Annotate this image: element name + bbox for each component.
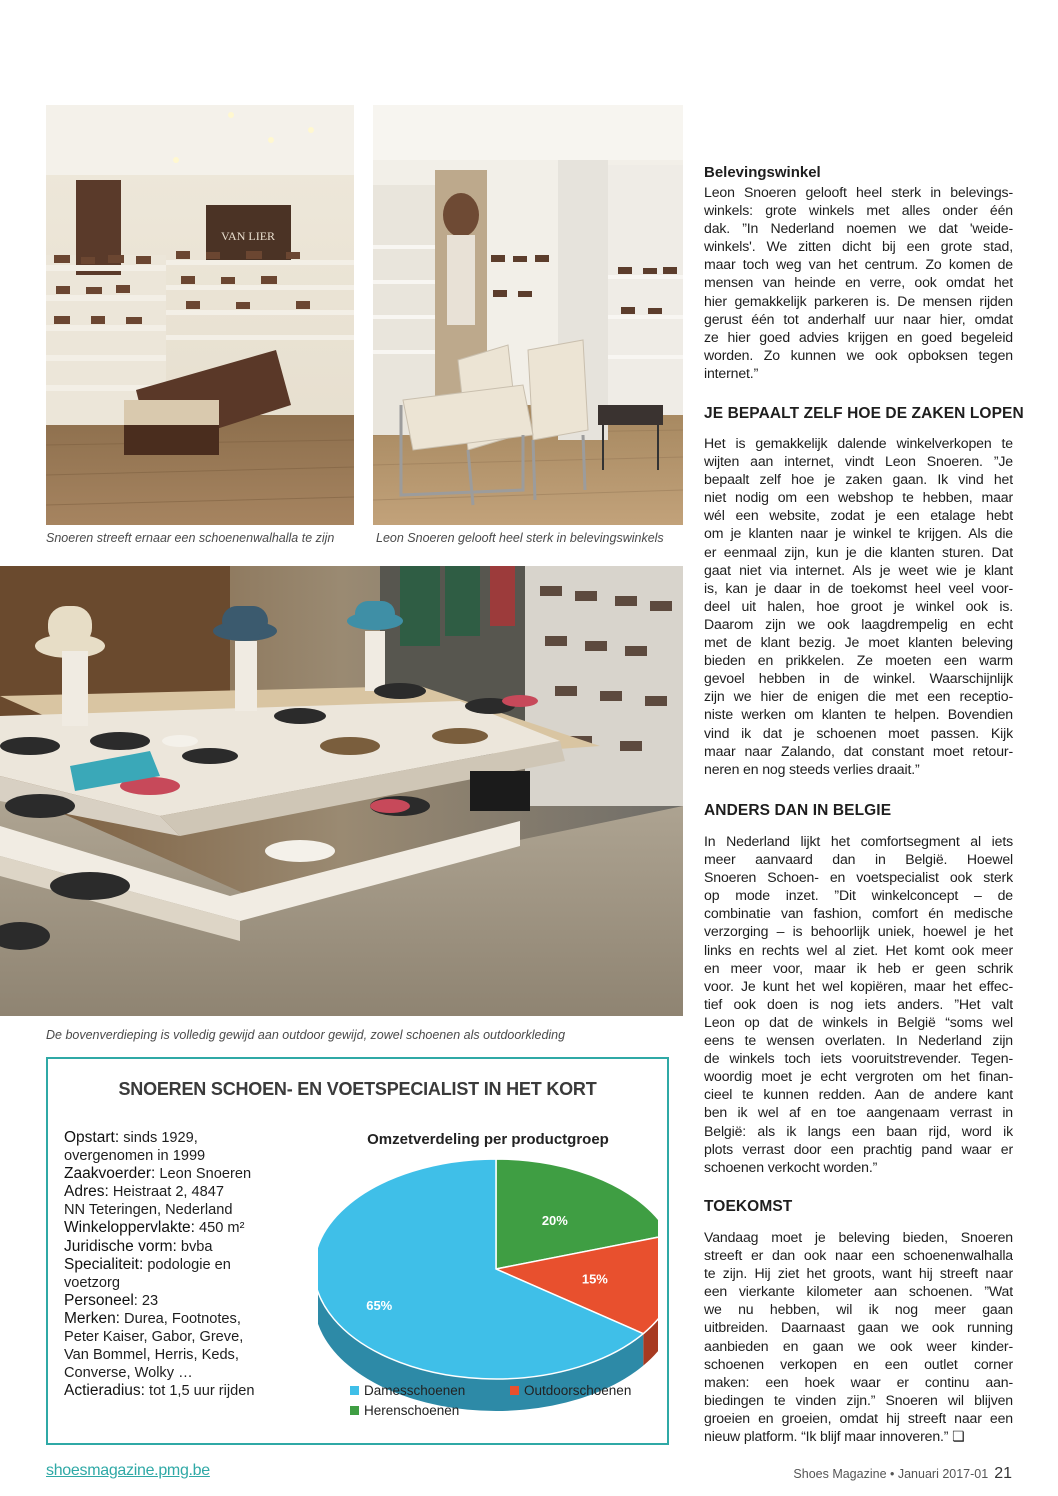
article-line: eens te wensen overlaten. In Nederland zijn (704, 1032, 1013, 1049)
fact-label: Zaakvoerder: (64, 1165, 156, 1183)
fact-value: Van Bommel, Herris, Keds, (64, 1347, 239, 1364)
article-line: deel uit halen, hoe groot je winkel ook is. (704, 597, 1013, 614)
footer-issue (793, 1465, 1012, 1483)
article-line: er eenmaal zijn, kun je die klanten sturen. Dat (704, 543, 1013, 560)
paragraph-toekomst (704, 1228, 1013, 1445)
paragraph-anders-dan-in-belgie (704, 832, 1013, 1176)
fact-label: Opstart: (64, 1129, 120, 1146)
fact-value: Durea, Footnotes, (120, 1310, 241, 1327)
fact-row (64, 1238, 269, 1256)
fact-label: Actieradius: (64, 1382, 145, 1400)
chart-title: Omzetverdeling per productgroep (367, 1131, 609, 1148)
article-line: zijn we hier de enigen die met een receptio- (704, 688, 1013, 705)
article-line: winkels: grote winkels met alles onder één (704, 202, 1013, 219)
article-line: voor. Je kunt het wel kopiëren, maar het effec- (704, 977, 1013, 994)
fact-value: : 23 (133, 1292, 159, 1309)
article-line: plots verrast door een prachtig pand waar er (704, 1140, 1013, 1157)
article-line: gerust één tot anderhalf uur naar hier, omdat (704, 310, 1013, 327)
article-line: met de klant bezig. Je moet klanten beleving (704, 634, 1013, 651)
fact-row (64, 1328, 269, 1346)
pie-data-label: 20% (541, 1213, 568, 1229)
article-line: maken: een hoek waar er continu aan- (704, 1373, 1013, 1390)
fact-label: Personeel (64, 1291, 134, 1309)
fact-value: Peter Kaiser, Gabor, Greve, (64, 1329, 244, 1346)
factbox-title: SNOEREN SCHOEN- EN VOETSPECIALIST IN HET KORT (118, 1079, 597, 1099)
fact-value: Heistraat 2, 4847 (108, 1184, 225, 1201)
fact-row (64, 1147, 269, 1165)
article-line: we nu hebben, wil ik nog meer gaan (704, 1301, 1013, 1318)
article-line: meer aanvaard dan in België. Hoewel (704, 851, 1013, 868)
article-line: internet.” (704, 364, 759, 381)
article-line: links en rechts wel al ziet. Het komt ook meer (704, 941, 1013, 958)
heading-toekomst: TOEKOMST (704, 1198, 793, 1215)
article-line: om je klanten naar je winkel te krijgen. Als die (704, 525, 1013, 542)
fact-row (64, 1256, 269, 1274)
article-line: Leon op dat de winkels in België “soms wel (704, 1013, 1013, 1030)
article-line: een vierkante kilometer aan schoenen. ”Wat (704, 1283, 1013, 1300)
article-line: worden. Zo kunnen we ook opboksen tegen (704, 346, 1013, 363)
fact-row (64, 1292, 269, 1310)
article-line: op mode inzet. ”Dit winkelconcept – de (704, 887, 1013, 904)
article-line: niet nodig om een webshop te hebben, maar (704, 489, 1013, 506)
fact-value: 450 m² (194, 1220, 245, 1237)
article-line: hier gemakkelijk parkeren is. De mensen rijden (704, 292, 1013, 309)
article-line: en meer voor, maar ik heb er geen schrik (704, 959, 1013, 976)
fact-label: Juridische vorm: (64, 1237, 177, 1255)
article-line: niste werken om klanten te helpen. Bovendien (704, 706, 1013, 723)
article-line: gaat niet via internet. Als je weet wie je klant (704, 561, 1013, 578)
heading-zaken-lopen: JE BEPAALT ZELF HOE DE ZAKEN LOPEN (704, 405, 1024, 422)
legend-swatch (350, 1386, 359, 1395)
article-line: Daarom zijn we ook laagdrempelig en echt (704, 615, 1013, 632)
article-line: bepaalt zelf hoe je zaken gaan. Ik vind het (704, 471, 1013, 488)
article-line: België: als ik langs een baan rijd, word ik (704, 1122, 1013, 1139)
photo1-caption: Snoeren streeft ernaar een schoenenwalhalla te zijn (46, 531, 335, 545)
article-line: Het is gemakkelijk dalende winkelverkopen te (704, 435, 1013, 451)
article-line: Leon Snoeren gelooft heel sterk in belevings- (704, 184, 1013, 200)
fact-row (64, 1201, 269, 1219)
article-line: verzorging – is behoorlijk uniek, hoewel je het (704, 923, 1013, 940)
fact-row (64, 1274, 269, 1292)
article-line: combinatie van fashion, comfort én medische (704, 905, 1013, 922)
article-line: gevoel hebben in de winkel. Waarschijnlijk (704, 670, 1013, 687)
article-line: Vandaag moet je beleving bieden, Snoeren (704, 1229, 1013, 1245)
article-line: maar toch weg van het centrum. Zo komen de (704, 256, 1013, 273)
legend-label: Herenschoenen (364, 1403, 460, 1418)
article-line: winkels'. We zitten dicht bij een grote stad, (704, 238, 1013, 255)
article-line: bieden en prikkelen. Ze moeten een warm (704, 652, 1013, 669)
outdoor-display-photo (0, 566, 683, 1016)
legend-swatch (510, 1386, 519, 1395)
revenue-chart (318, 1119, 658, 1439)
factbox (46, 1057, 669, 1445)
fact-label: Specialiteit: (64, 1255, 144, 1273)
fact-value: sinds 1929, (119, 1130, 198, 1146)
fact-label: Winkeloppervlakte: (64, 1219, 195, 1237)
article-line: wél een website, zodat je een etalage hebt (704, 507, 1013, 524)
article-line: In Nederland lijkt het comfortsegment al iets (704, 833, 1013, 849)
store-interior-photo (46, 105, 354, 525)
article-line: nieuw platform. “Ik blijf maar innoveren.” ❏ (704, 1428, 965, 1445)
van-lier-sign: VAN LIER (220, 229, 276, 243)
article-line: biedingen te vinden zijn.” Snoeren wil blijven (704, 1391, 1013, 1408)
fact-value: Leon Snoeren (155, 1166, 252, 1183)
fact-row (64, 1346, 269, 1364)
page-number: 21 (994, 1465, 1012, 1482)
article-line: dak. ”In Nederland noemen we dat 'weide- (704, 220, 1013, 237)
pie-data-label: 15% (581, 1271, 608, 1287)
pie-chart-svg (318, 1119, 658, 1439)
article-line: Snoeren Schoen- en voetspecialist ook sterk (704, 869, 1013, 886)
fact-value: bvba (176, 1238, 213, 1255)
fact-value: overgenomen in 1999 (64, 1148, 206, 1165)
fact-row (64, 1165, 269, 1183)
article-line: woordig moet je echt vergroten om het finan- (704, 1068, 1013, 1085)
fact-label: Merken: (64, 1309, 120, 1327)
article-line: ben ik wel af en toe aangenaam verrast in (704, 1104, 1013, 1121)
paragraph-zaken-lopen (704, 434, 1013, 778)
article-line: schoenen verkocht worden.” (704, 1158, 878, 1175)
store-chairs-photo (373, 105, 683, 525)
fact-value: podologie en (143, 1256, 231, 1273)
fact-row (64, 1310, 269, 1328)
article-line: ze hier goed advies krijgen en goed begeleid (704, 328, 1013, 345)
article-line: vind ik dat je schoenen moet passen. Kijk (704, 724, 1013, 741)
article-line: tief ook doen is nog iets anders. ”Het valt (704, 995, 1013, 1012)
article-line: maar naar Zalando, dat constant moet retour- (704, 742, 1013, 759)
fact-row (64, 1219, 269, 1237)
fact-row (64, 1364, 269, 1382)
article-line: mensen van heinde en verre, ook omdat het (704, 274, 1013, 291)
fact-row (64, 1183, 269, 1201)
legend-swatch (350, 1406, 359, 1415)
fact-value: voetzorg (64, 1274, 120, 1291)
heading-anders-dan-in-belgie: ANDERS DAN IN BELGIE (704, 802, 892, 819)
fact-value: NN Teteringen, Nederland (64, 1202, 233, 1219)
article-line: streeft er dan ook naar een schoenenwalhalla (704, 1247, 1013, 1264)
article-line: schoenen verkopen en een outlet corner (704, 1355, 1013, 1372)
fact-value: Converse, Wolky … (64, 1365, 193, 1382)
footer-issue-text: Shoes Magazine • Januari 2017-01 (793, 1467, 989, 1481)
paragraph-belevingswinkel (704, 183, 1013, 382)
article-line: is, kan je daar in de toekomst heel veel voor- (704, 579, 1013, 596)
fact-row (64, 1129, 269, 1147)
fact-label: Adres: (64, 1183, 109, 1201)
article-line: groeien en groeien, omdat hij streeft naar een (704, 1409, 1013, 1426)
footer-site-link[interactable]: shoesmagazine.pmg.be (46, 1462, 210, 1479)
heading-belevingswinkel: Belevingswinkel (704, 164, 821, 181)
fact-row (64, 1382, 269, 1400)
photo2-caption: Leon Snoeren gelooft heel sterk in belevingswinkels (376, 531, 664, 545)
article-line: wijten aan internet, vindt Leon Snoeren. ”Je (704, 453, 1013, 470)
factbox-list (64, 1129, 269, 1400)
photo3-caption: De bovenverdieping is volledig gewijd aan outdoor gewijd, zowel schoenen als outdoorkleding (46, 1028, 566, 1042)
legend-label: Damesschoenen (364, 1383, 466, 1398)
legend-label: Outdoorschoenen (524, 1383, 632, 1398)
article-line: neren en nog steeds verlies draait.” (704, 760, 920, 777)
article-line: uitbreiden. Daarnaast gaan we ook running (704, 1319, 1013, 1336)
article-line: cieel te kunnen redden. Aan de andere kant (704, 1086, 1013, 1103)
article-line: te zijn. Hij ziet het groots, want hij streeft naar (704, 1265, 1013, 1282)
article-line: aanbieden en gaan we ook weer kinder- (704, 1337, 1013, 1354)
pie-data-label: 65% (366, 1297, 393, 1313)
fact-value: tot 1,5 uur rijden (144, 1383, 255, 1400)
article-line: de winkels toch iets vooruitstrevender. Tegen- (704, 1050, 1013, 1067)
